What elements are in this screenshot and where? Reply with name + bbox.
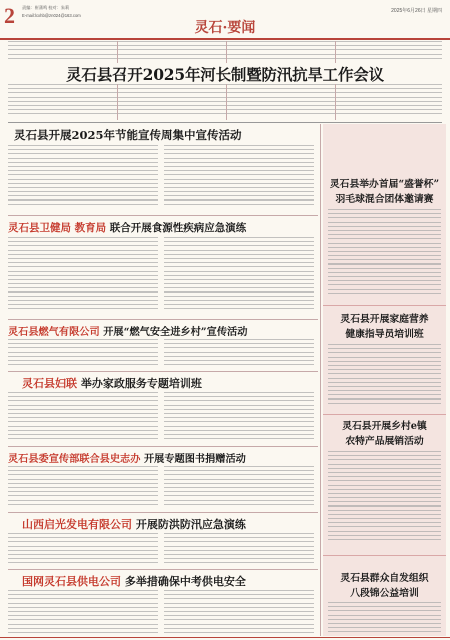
right-body	[328, 451, 441, 553]
article-body	[164, 392, 314, 444]
email-line: E-mail:lcxhb@zn024@163.com	[22, 13, 81, 18]
article-body	[164, 533, 314, 567]
masthead-rule	[0, 38, 450, 40]
right-headline: 灵石县开展乡村e镇	[342, 421, 427, 432]
article-body	[8, 392, 158, 444]
section-title: 灵石·要闻	[194, 20, 256, 36]
headline-red-part: 灵石县卫健局 教育局	[8, 222, 107, 234]
right-headline: 八段锦公益培训	[350, 588, 419, 599]
article-headline: 山西启光发电有限公司 开展防洪防汛应急演练	[22, 518, 246, 531]
lead-top-text	[8, 41, 442, 63]
article-body	[164, 590, 314, 636]
article-body	[8, 590, 158, 636]
right-headline: 灵石县开展家庭营养	[340, 314, 429, 325]
right-body	[328, 209, 441, 303]
article-headline: 灵石县委宣传部联合县史志办 开展专题图书捐赠活动	[8, 453, 246, 465]
right-headline: 灵石县举办首届“盛誉杯”	[329, 179, 440, 190]
article-headline: 灵石县燃气有限公司 开展“燃气安全进乡村”宣传活动	[8, 326, 248, 338]
article-headline: 灵石县卫健局 教育局 联合开展食源性疾病应急演练	[8, 222, 247, 234]
right-headline: 农特产品展销活动	[345, 436, 424, 447]
right-headline: 羽毛球混合团体邀请赛	[335, 194, 434, 205]
date-line: 2025年6月26日 星期四	[391, 8, 442, 14]
article-body	[8, 237, 158, 317]
article-body	[164, 237, 314, 317]
right-body	[328, 344, 441, 412]
article-body	[8, 145, 158, 213]
article-body	[164, 145, 314, 213]
page-number: 2	[4, 3, 15, 28]
article-body	[8, 466, 158, 510]
lead-divider	[8, 122, 442, 123]
bottom-rule	[0, 637, 450, 638]
article-body	[164, 339, 314, 369]
right-body	[328, 602, 441, 636]
article-headline: 国网灵石县供电公司 多举措确保中考供电安全	[22, 575, 246, 588]
right-headline: 健康指导员培训班	[345, 329, 424, 340]
right-headline: 灵石县群众自发组织	[340, 573, 429, 584]
article-body	[8, 533, 158, 567]
article-body	[8, 339, 158, 369]
article-headline: 灵石县妇联 举办家政服务专题培训班	[22, 377, 202, 390]
lead-body-text	[8, 84, 442, 120]
lead-headline: 灵石县召开2025年河长制暨防汛抗旱工作会议	[66, 65, 384, 84]
editor-line: 责编：崔蒲鸣 校对：朱莉	[22, 5, 70, 10]
article-headline: 灵石县开展2025年节能宣传周集中宣传活动	[14, 128, 242, 142]
article-body	[164, 466, 314, 510]
